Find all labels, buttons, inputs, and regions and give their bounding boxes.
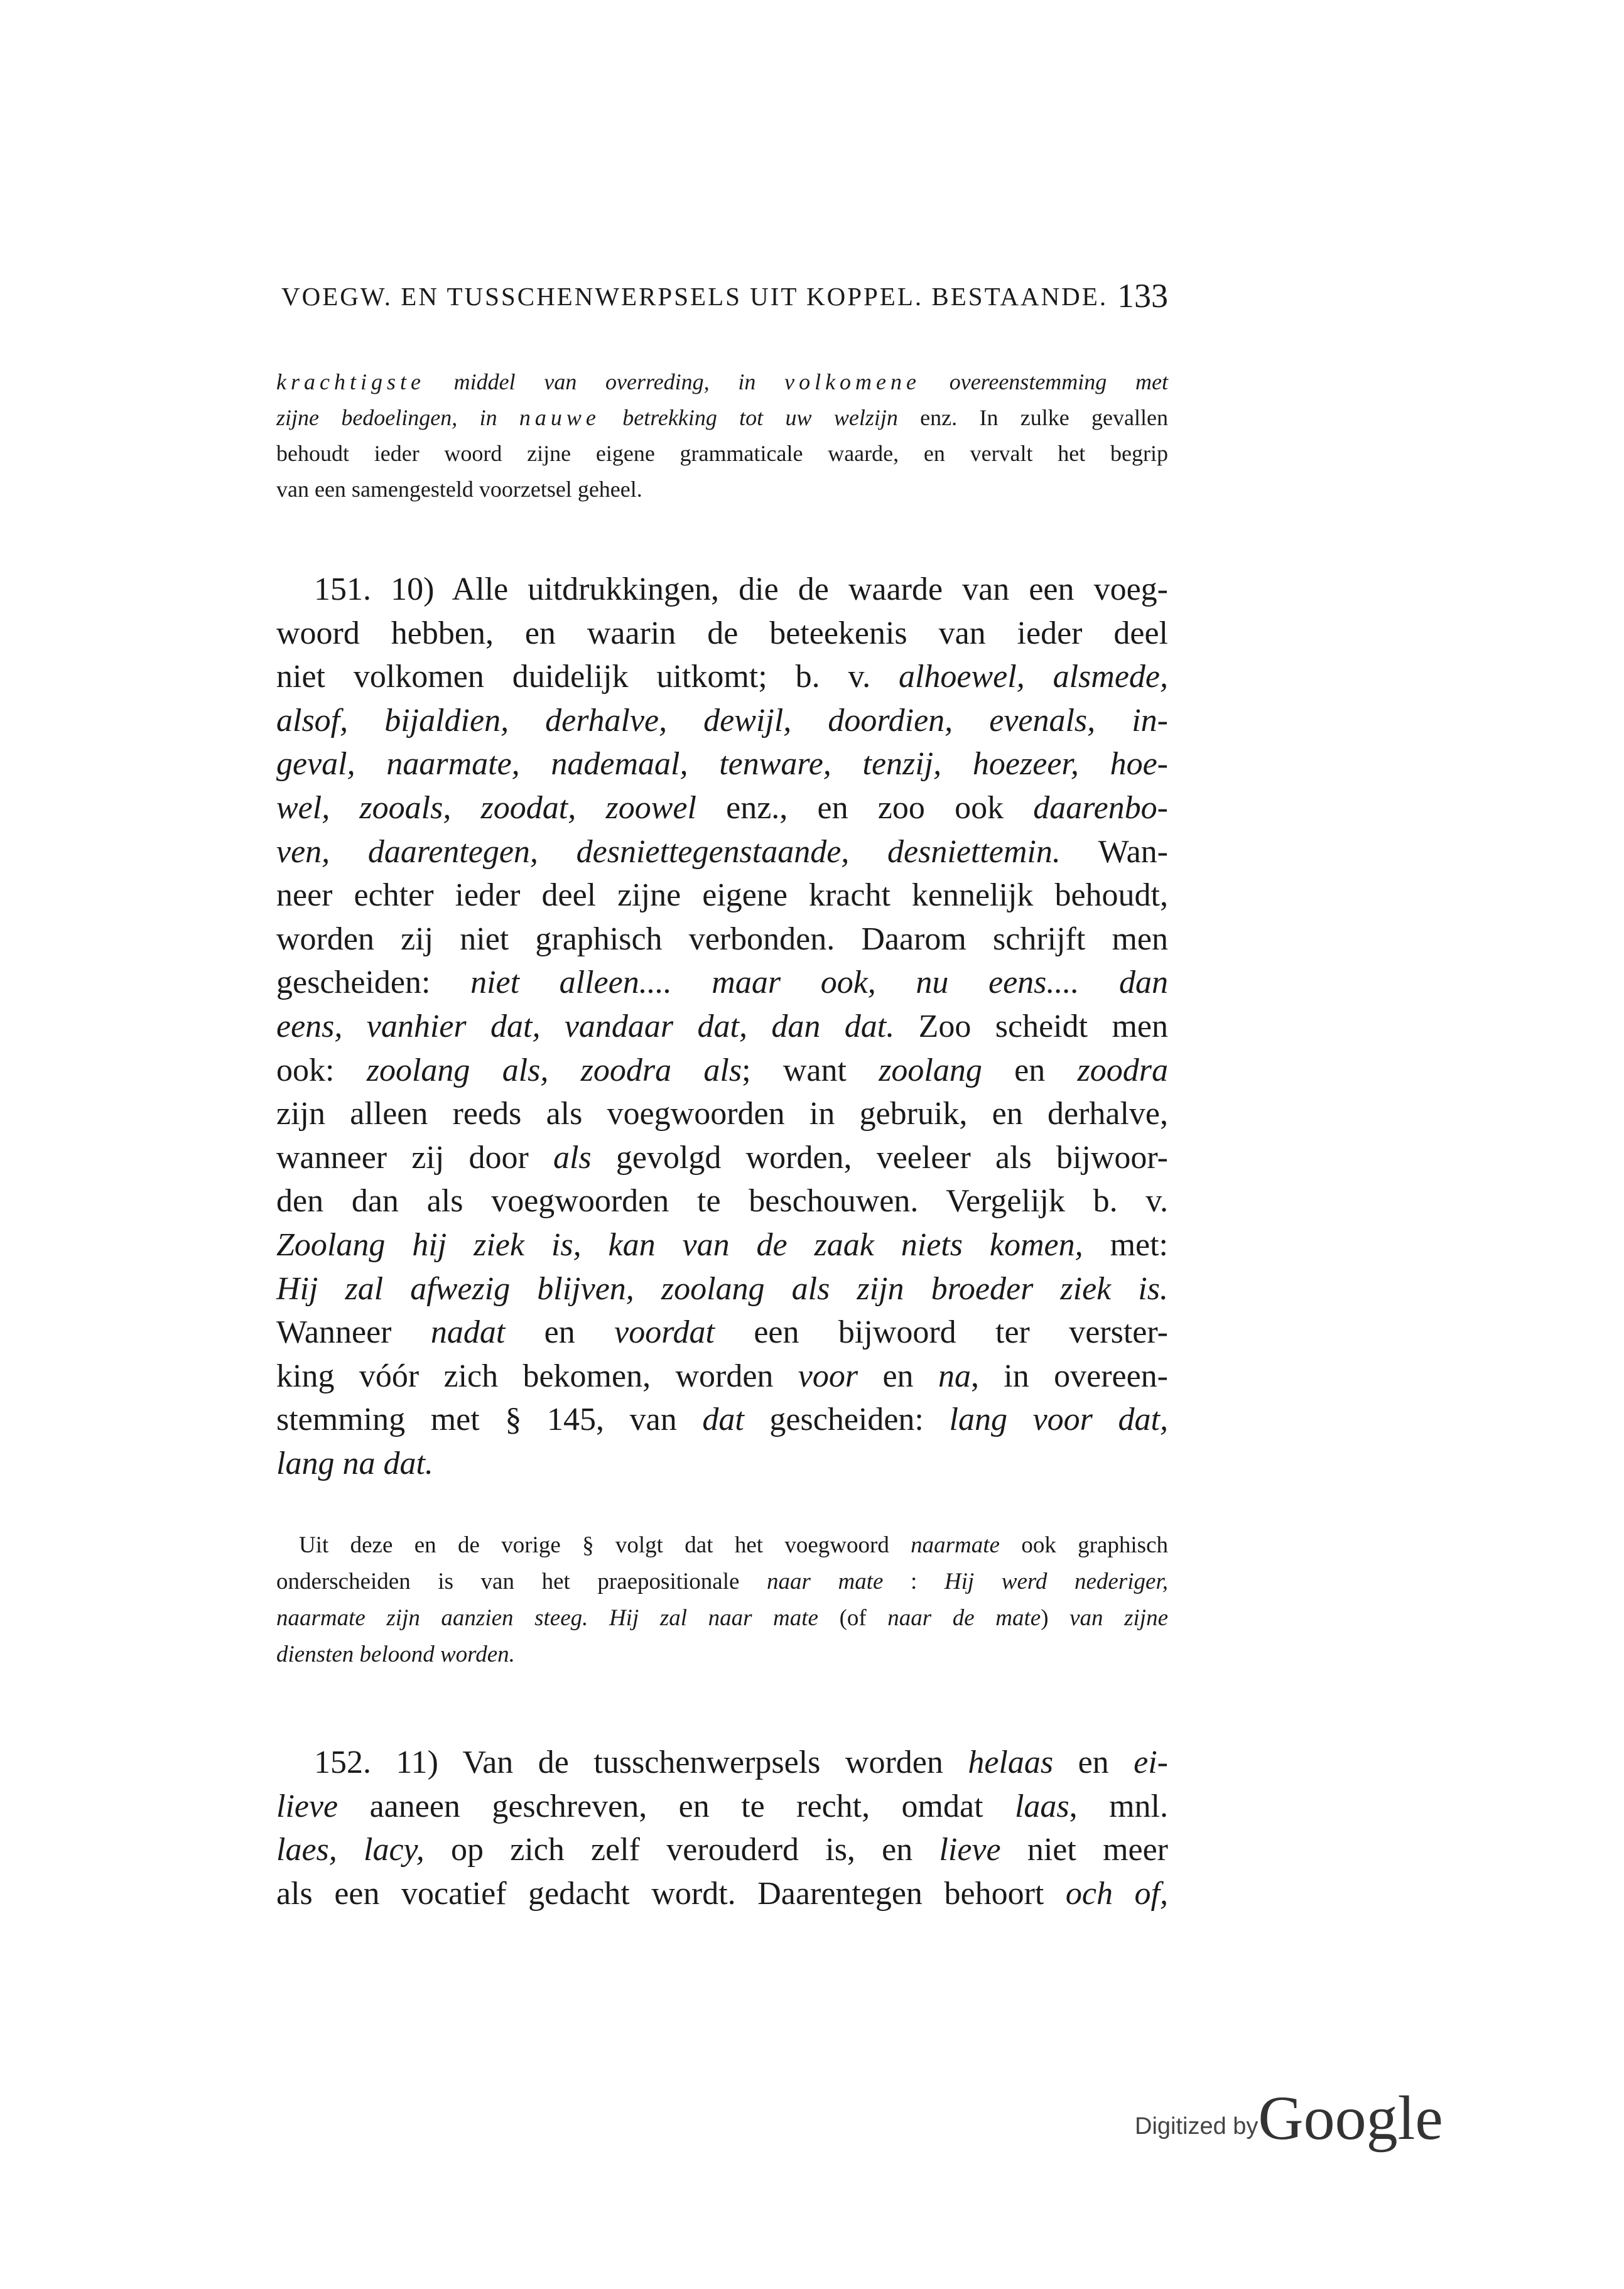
- text-line: diensten beloond worden.: [276, 1642, 515, 1667]
- text-line: alsof, bijaldien, derhalve, dewijl, doordien, evenals, in-: [276, 702, 1168, 739]
- text-line: behoudt ieder woord zijne eigene grammaticale waarde, en vervalt het begrip: [276, 441, 1168, 466]
- footnote-naarmate: [276, 1527, 1168, 1673]
- text-line: zijne bedoelingen, in nauwe betrekking tot uw welzijn enz. In zulke gevallen: [276, 405, 1168, 430]
- text-line: king vóór zich bekomen, worden voor en na, in overeen-: [276, 1358, 1168, 1394]
- text-line: lang na dat.: [276, 1445, 433, 1481]
- text-line: Wanneer nadat en voordat een bijwoord ter verster-: [276, 1314, 1168, 1351]
- running-title: VOEGW. EN TUSSCHENWERPSELS UIT KOPPEL. BESTAANDE.: [281, 282, 1108, 311]
- text-line: wanneer zij door als gevolgd worden, veeleer als bijwoor-: [276, 1139, 1168, 1176]
- text-line: onderscheiden is van het praepositionale naar mate : Hij werd nederiger,: [276, 1569, 1168, 1594]
- digitized-by-google-watermark: [1135, 2082, 1443, 2154]
- text-line: gescheiden: niet alleen.... maar ook, nu eens.... dan: [276, 965, 1169, 1001]
- text-line: Hij zal afwezig blijven, zoolang als zijn broeder ziek is.: [276, 1270, 1168, 1307]
- text-line: neer echter ieder deel zijne eigene kracht kennelijk behoudt,: [276, 877, 1168, 914]
- text-line: worden zij niet graphisch verbonden. Daarom schrijft men: [276, 921, 1168, 957]
- text-line: zijn alleen reeds als voegwoorden in gebruik, en derhalve,: [276, 1096, 1168, 1132]
- digitized-by-label: Digitized by: [1135, 2113, 1259, 2140]
- text-line: stemming met § 145, van dat gescheiden: lang voor dat,: [276, 1402, 1168, 1438]
- google-logo: Google: [1258, 2083, 1443, 2153]
- text-line: woord hebben, en waarin de beteekenis van ieder deel: [276, 615, 1168, 651]
- section-152: [276, 1741, 1168, 1915]
- text-line: als een vocatief gedacht wordt. Daarentegen behoort och of,: [276, 1875, 1168, 1912]
- text-line: ven, daarentegen, desniettegenstaande, desniettemin. Wan-: [276, 833, 1168, 870]
- section-number: 152.: [314, 1745, 371, 1780]
- text-line: ook: zoolang als, zoodra als; want zoolang en zoodra: [276, 1052, 1168, 1088]
- text-line: 152. 11) Van de tusschenwerpsels worden helaas en ei-: [314, 1745, 1168, 1780]
- page-number: 133: [1117, 277, 1168, 315]
- section-number: 151.: [314, 571, 371, 607]
- text-line: laes, lacy, op zich zelf verouderd is, en lieve niet meer: [276, 1832, 1168, 1868]
- footnote-continuation: [276, 364, 1168, 507]
- text-line: geval, naarmate, nademaal, tenware, tenzij, hoezeer, hoe-: [276, 746, 1168, 782]
- text-line: van een samengesteld voorzetsel geheel.: [276, 477, 642, 502]
- running-header: [281, 277, 1168, 315]
- text-line: naarmate zijn aanzien steeg. Hij zal naar mate (of naar de mate) van zijne: [276, 1605, 1168, 1631]
- text-line: eens, vanhier dat, vandaar dat, dan dat. Zoo scheidt men: [276, 1008, 1168, 1044]
- text-line: 151. 10) Alle uitdrukkingen, die de waarde van een voeg-: [314, 571, 1168, 607]
- text-line: niet volkomen duidelijk uitkomt; b. v. alhoewel, alsmede,: [276, 659, 1168, 695]
- text-line: Zoolang hij ziek is, kan van de zaak niets komen, met:: [276, 1226, 1168, 1263]
- text-line: krachtigste middel van overreding, in volkomene overeenstemming met: [276, 369, 1168, 394]
- text-line: den dan als voegwoorden te beschouwen. Vergelijk b. v.: [276, 1183, 1168, 1220]
- section-151: [276, 568, 1168, 1485]
- text-line: Uit deze en de vorige § volgt dat het voegwoord naarmate ook graphisch: [299, 1532, 1168, 1558]
- text-line: lieve aaneen geschreven, en te recht, omdat laas, mnl.: [276, 1788, 1168, 1824]
- text-line: wel, zooals, zoodat, zoowel enz., en zoo ook daarenbo-: [276, 789, 1168, 826]
